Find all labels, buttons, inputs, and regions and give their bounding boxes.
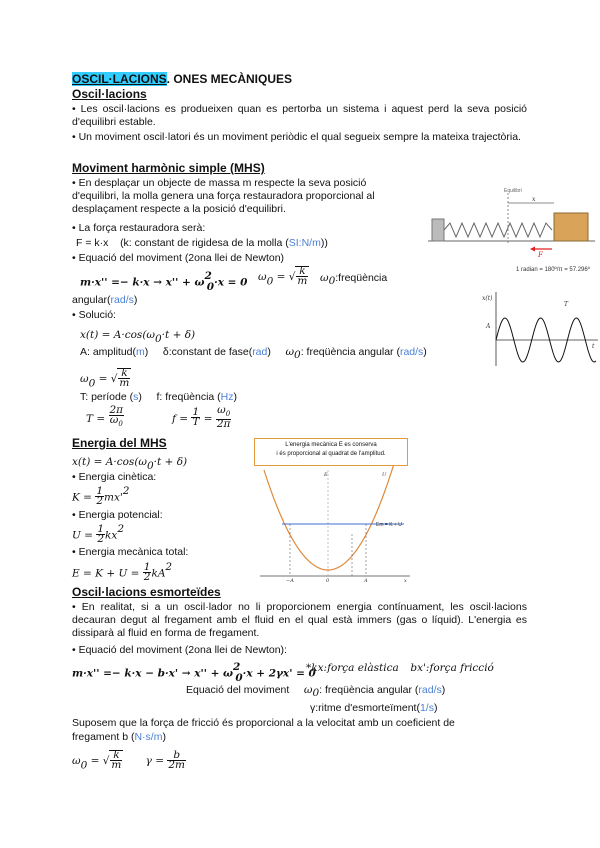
sine-graph bbox=[480, 288, 600, 368]
esmort-angfreq: : freqüència angular ( bbox=[319, 684, 419, 696]
spring-wall bbox=[432, 219, 444, 241]
esmort-eq-label: Equació del moviment bbox=[186, 684, 290, 696]
phase-unit: rad bbox=[252, 346, 268, 358]
osc-paragraph-1: • Les oscil·lacions es produeixen quan es pertorba un sistema i aquest perd la seva posició d'equilibri estable. bbox=[72, 103, 527, 128]
phase-close: ) bbox=[267, 346, 271, 358]
amp-unit: m bbox=[136, 346, 145, 358]
sine-amplitude-label: A bbox=[486, 323, 491, 330]
potential-parabola bbox=[264, 466, 394, 570]
motion-intro: • Equació del moviment (2ona llei de Newton) bbox=[72, 252, 285, 264]
force-note: (k: constant de rigidesa de la molla ( bbox=[120, 237, 289, 249]
mhs-paragraph-1: • En desplaçar un objecte de massa m respecte la seva posició d'equilibri, la molla genera una força restauradora proporcional al desplaçament respecte a la posició d'equilibri. bbox=[72, 177, 375, 215]
freq-label: f: freqüència ( bbox=[156, 391, 221, 403]
amp-close: ) bbox=[144, 346, 149, 358]
energy-neg-a-tick: −A bbox=[286, 578, 294, 584]
total-energy-label: • Energia mecànica total: bbox=[72, 546, 189, 558]
document-title bbox=[72, 72, 292, 86]
energy-note-line-1: L'energia mecànica E es conserva bbox=[285, 442, 377, 448]
omega-note-text: :freqüència bbox=[335, 272, 388, 284]
eq1-lhs: m·x'' =− k·x → x'' + ω bbox=[80, 276, 205, 289]
esmort-motion-intro: • Equació del moviment (2ona llei de Newton): bbox=[72, 644, 287, 656]
spring-x-label: x bbox=[532, 196, 536, 203]
esmort-paragraph-1: • En realitat, si a un oscil·lador no li proporcionem energia contínuament, les oscil·lacions decauran degut al fregament amb el fluid en el qual està immers (gas o líquid). L'energia es dissiparà al fluid en forma de fregament. bbox=[72, 601, 527, 639]
spring-mass-figure bbox=[420, 183, 600, 275]
potential-formula: U = $\frac{1}{2}$ $kx^2$ bbox=[72, 522, 124, 545]
energy-x-eq: x(t) = A·cos(ω bbox=[72, 456, 147, 468]
energy-graph bbox=[254, 466, 414, 584]
period-close: ) bbox=[138, 391, 142, 403]
bx-note: bx':força fricció bbox=[410, 662, 494, 674]
heading-esmorteides: Oscil·lacions esmorteïdes bbox=[72, 585, 221, 599]
gamma-unit: 1/s bbox=[419, 702, 434, 714]
energy-x-eq-end: ·t + δ) bbox=[153, 456, 188, 468]
force-unit: SI:N/m bbox=[288, 237, 321, 249]
esmort-angfreq-close: ) bbox=[441, 684, 446, 696]
energy-e-label: E bbox=[324, 472, 328, 478]
esmort-eq-end: ·x + 2γx' = 0 bbox=[242, 667, 316, 680]
freq-unit: Hz bbox=[220, 391, 234, 403]
angfreq-unit: rad/s bbox=[399, 346, 424, 358]
kinetic-label: • Energia cinètica: bbox=[72, 471, 157, 483]
period-freq-line bbox=[80, 391, 237, 404]
damped-formulas: $\omega_0$ = √ $\frac{k}{m}$ γ = $\frac{b}{2m}$ bbox=[72, 748, 186, 772]
period-unit: s bbox=[133, 391, 139, 403]
esmort-angfreq-unit: rad/s bbox=[418, 684, 442, 696]
energy-u-label: U bbox=[382, 472, 387, 478]
gamma-note: γ:ritme d'esmorteïment( bbox=[310, 702, 420, 714]
solution-intro: • Solució: bbox=[72, 309, 116, 321]
sine-period-label: T bbox=[564, 301, 569, 308]
kin-eq: K = bbox=[72, 491, 96, 504]
frequency-formula: f = $\frac{1}{T}$ = $\frac{\omega_0}{2\pi}$ bbox=[172, 404, 231, 431]
heading-mhs: Moviment harmònic simple (MHS) bbox=[72, 161, 265, 175]
esmort-force-notes bbox=[306, 662, 494, 675]
motion-equation: $m\cdot x'' =- k\cdot x \to x'' + \omega^2_0\cdot x = 0$ bbox=[80, 270, 248, 293]
angular-label: angular( bbox=[72, 294, 111, 306]
spring-force-label: F bbox=[538, 251, 543, 259]
period-formula: T = $\frac{2\pi}{\omega_0}$ bbox=[86, 404, 124, 429]
energy-x-tick: x bbox=[404, 578, 407, 584]
amplitude-line: A: amplitud(m) δ:constant de fase(rad) $\omega_0$: freqüència angular (rad/s) bbox=[80, 346, 427, 362]
heading-oscillacions: Oscil·lacions bbox=[72, 87, 147, 101]
phase-label: δ:constant de fase( bbox=[162, 346, 253, 358]
spring-force-arrowhead bbox=[530, 247, 535, 252]
esmort-paragraph-2b bbox=[72, 731, 166, 744]
omega-definition: $\omega_0$ = √ $\frac{k}{m}$ bbox=[258, 265, 308, 288]
sol-eq: x(t) = A·cos(ω bbox=[80, 329, 155, 341]
pot-eq: U = bbox=[72, 529, 97, 542]
omega-note: $\omega_0:freqüència$ bbox=[320, 272, 388, 288]
force-line bbox=[76, 237, 328, 250]
gamma-line bbox=[310, 702, 437, 715]
force-close: )) bbox=[320, 237, 328, 249]
heading-energia: Energia del MHS bbox=[72, 436, 167, 450]
radian-caption: 1 radian = 180º/π = 57.296º bbox=[516, 267, 590, 273]
force-equation: F = k·x bbox=[76, 237, 109, 249]
angular-close: ) bbox=[133, 294, 138, 306]
energy-x-equation: $x(t) = A\cdot\cos(\omega_0\cdot t + \delta)$ bbox=[72, 456, 188, 473]
esmort-paragraph-2a: Suposem que la força de fricció és proporcional a la velocitat amb un coeficient de bbox=[72, 717, 455, 729]
p2b-text: fregament b ( bbox=[72, 731, 135, 743]
tot-eq: E = K + U = bbox=[72, 567, 143, 580]
gamma-close: ) bbox=[433, 702, 438, 714]
p2-close: ) bbox=[162, 731, 166, 743]
kinetic-formula: K = $\frac{1}{2}$ $mx'^2$ bbox=[72, 484, 130, 507]
angular-freq-line bbox=[72, 294, 137, 307]
energy-zero-tick: 0 bbox=[326, 578, 330, 584]
amp-label: A: amplitud( bbox=[80, 346, 137, 358]
eq1-rhs: ·x = 0 bbox=[214, 276, 248, 289]
potential-label: • Energia potencial: bbox=[72, 509, 163, 521]
omega-formula: $\omega_0$ = √ $\frac{k}{m}$ bbox=[80, 367, 130, 390]
sine-t-label: t bbox=[592, 343, 595, 350]
p2-unit: N·s/m bbox=[134, 731, 163, 743]
energy-legend: Em = K + U bbox=[376, 522, 402, 528]
total-energy-formula: E = K + U = $\frac{1}{2}$ $kA^2$ bbox=[72, 560, 173, 583]
spring-coil bbox=[444, 223, 552, 237]
sine-x-label: x(t) bbox=[482, 295, 493, 302]
energy-a-tick: A bbox=[364, 578, 368, 584]
force-intro: • La força restauradora serà: bbox=[72, 222, 206, 234]
energy-note-box bbox=[254, 438, 408, 466]
kx-note: *kx:força elàstica bbox=[306, 662, 399, 674]
freq-close: ) bbox=[233, 391, 238, 403]
title-rest: . ONES MECÀNIQUES bbox=[166, 72, 293, 86]
title-highlight: OSCIL·LACIONS bbox=[72, 72, 167, 86]
period-label: T: període ( bbox=[80, 391, 134, 403]
angfreq-label: : freqüència angular ( bbox=[300, 346, 400, 358]
osc-paragraph-2: • Un moviment oscil·latori és un moviment periòdic el qual segueix sempre la mateixa trajectòria. bbox=[72, 131, 521, 143]
solution-equation: $x(t) = A\cdot\cos(\omega_0\cdot t + \delta)$ bbox=[80, 329, 196, 346]
spring-equilibrium-label: Equilibri bbox=[504, 188, 522, 194]
angfreq-close: ) bbox=[423, 346, 427, 358]
esmort-eq-main: m·x'' =− k·x − b·x' → x'' + ω bbox=[72, 667, 234, 680]
angular-unit: rad/s bbox=[110, 294, 134, 306]
sol-eq-end: ·t + δ) bbox=[161, 329, 196, 341]
energy-note-line-2: i és proporcional al quadrat de l'amplitud. bbox=[276, 451, 386, 457]
esmort-eq-label-line: Equació del moviment $\omega_0$: freqüència angular (rad/s) bbox=[186, 684, 446, 700]
spring-mass-block bbox=[554, 213, 588, 241]
esmort-equation: $m\cdot x'' =- k\cdot x - b\cdot x' \to x'' + \omega^2_0\cdot x + 2\gamma x' = 0$ bbox=[72, 661, 316, 684]
